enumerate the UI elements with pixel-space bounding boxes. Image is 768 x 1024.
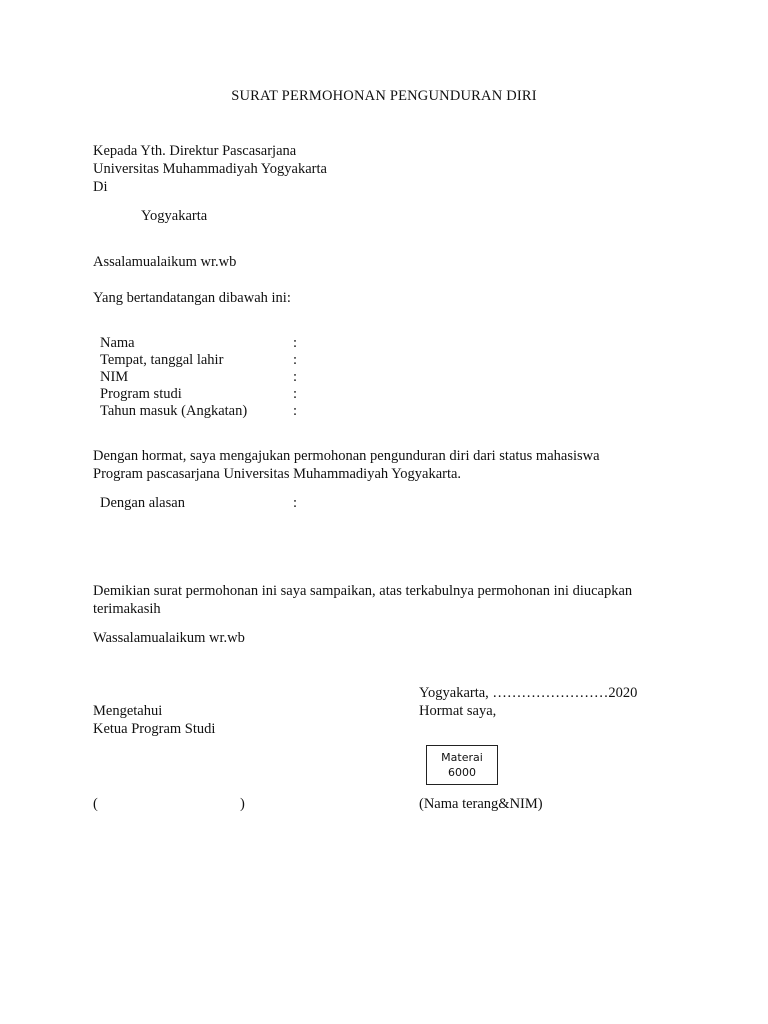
- left-signer-title: Mengetahui: [93, 703, 163, 719]
- field-label-program: Program studi: [100, 386, 182, 402]
- stamp-line-2: 6000: [448, 766, 476, 779]
- page-title: SURAT PERMOHONAN PENGUNDURAN DIRI: [231, 88, 537, 104]
- materai-stamp-box: [426, 745, 498, 785]
- greeting: Assalamualaikum wr.wb: [93, 254, 237, 270]
- place-date: Yogyakarta, ……………………2020: [419, 685, 638, 701]
- reason-colon: :: [293, 495, 298, 511]
- left-signer-role: Ketua Program Studi: [93, 721, 216, 737]
- field-colon: :: [293, 352, 298, 368]
- left-signature-open-paren: (: [93, 796, 98, 812]
- left-signature-close-paren: ): [240, 796, 245, 812]
- stamp-line-1: Materai: [441, 751, 483, 764]
- field-label-birth: Tempat, tanggal lahir: [100, 352, 224, 368]
- closing-line-1: Demikian surat permohonan ini saya sampaikan, atas terkabulnya permohonan ini diucapkan: [93, 583, 633, 599]
- recipient-line-2: Universitas Muhammadiyah Yogyakarta: [93, 161, 327, 177]
- recipient-line-3: Di: [93, 179, 108, 195]
- recipient-city: Yogyakarta: [141, 208, 208, 224]
- field-colon: :: [293, 403, 298, 419]
- field-colon: :: [293, 335, 298, 351]
- recipient-line-1: Kepada Yth. Direktur Pascasarjana: [93, 143, 297, 159]
- field-label-nama: Nama: [100, 335, 135, 351]
- body-line-2: Program pascasarjana Universitas Muhammadiyah Yogyakarta.: [93, 466, 462, 482]
- right-signature-name: (Nama terang&NIM): [419, 796, 543, 812]
- field-label-nim: NIM: [100, 369, 129, 385]
- field-colon: :: [293, 386, 298, 402]
- field-label-angkatan: Tahun masuk (Angkatan): [100, 403, 248, 419]
- intro-text: Yang bertandatangan dibawah ini:: [93, 290, 291, 306]
- field-colon: :: [293, 369, 298, 385]
- farewell: Wassalamualaikum wr.wb: [93, 630, 245, 646]
- right-signer-title: Hormat saya,: [419, 703, 497, 719]
- closing-line-2: terimakasih: [93, 601, 161, 617]
- reason-label: Dengan alasan: [100, 495, 185, 511]
- body-line-1: Dengan hormat, saya mengajukan permohonan pengunduran diri dari status mahasiswa: [93, 448, 600, 464]
